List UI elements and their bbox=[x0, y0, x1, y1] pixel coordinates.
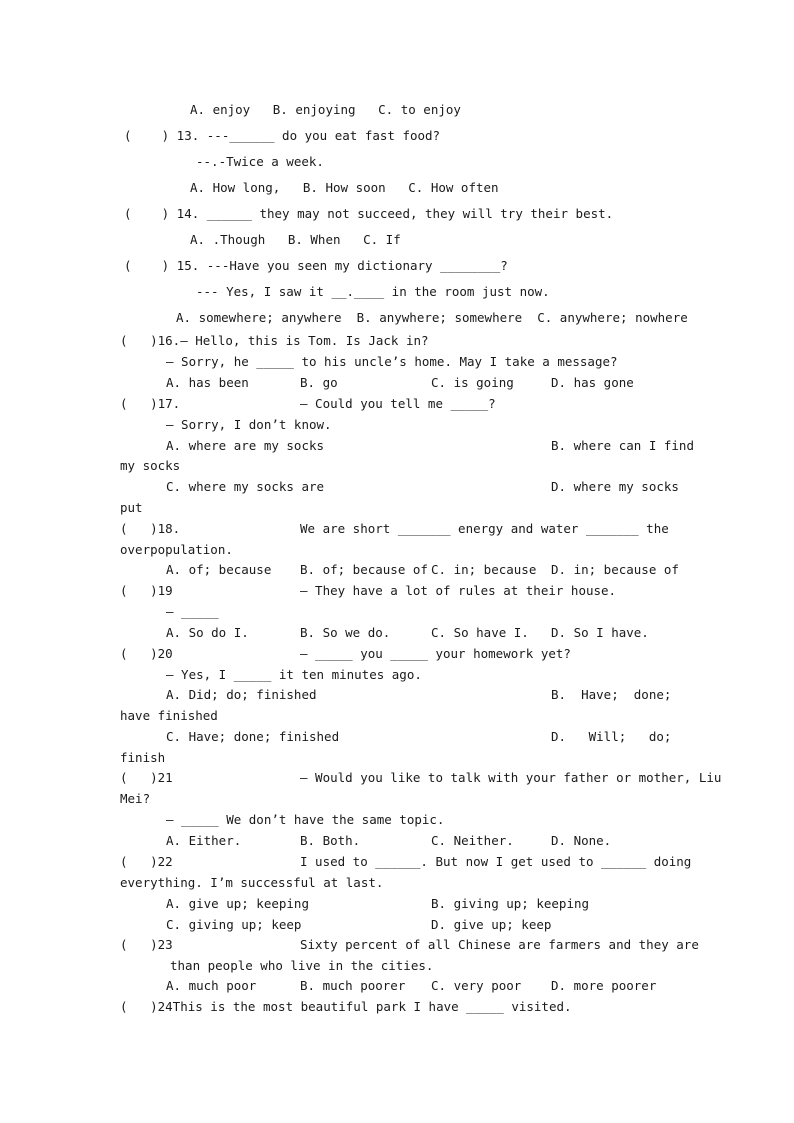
answer-option: A. of; because bbox=[166, 562, 272, 577]
text-line: — Sorry, I don’t know. bbox=[166, 417, 332, 432]
text-line: ( )24This is the most beautiful park I have _____ visited. bbox=[120, 999, 572, 1014]
text-line: We are short _______ energy and water _______ the bbox=[300, 521, 669, 536]
answer-option: A. has been bbox=[166, 375, 249, 390]
text-line: A. Did; do; finished bbox=[166, 687, 317, 702]
answer-option: C. in; because bbox=[431, 562, 537, 577]
text-line: C. Have; done; finished bbox=[166, 729, 340, 744]
text-line: Mei? bbox=[120, 791, 151, 806]
answer-option: B. of; because of bbox=[300, 562, 428, 577]
answer-option: B. Both. bbox=[300, 833, 361, 848]
text-line: ( ) 14. ______ they may not succeed, they will try their best. bbox=[124, 206, 614, 221]
text-line: D. Will; do; bbox=[551, 729, 672, 744]
text-line: — Could you tell me _____? bbox=[300, 396, 496, 411]
answer-option: D. has gone bbox=[551, 375, 634, 390]
text-line: --- Yes, I saw it __.____ in the room just now. bbox=[196, 284, 550, 299]
text-line: ( )20 bbox=[120, 646, 173, 661]
text-line: have finished bbox=[120, 708, 218, 723]
text-line: ( )22 bbox=[120, 854, 173, 869]
answer-option: B. So we do. bbox=[300, 625, 391, 640]
text-line: I used to ______. But now I get used to ______ doing bbox=[300, 854, 692, 869]
answer-option: C. So have I. bbox=[431, 625, 529, 640]
text-line: — Would you like to talk with your father or mother, Liu bbox=[300, 770, 722, 785]
text-line: ( )16.— Hello, this is Tom. Is Jack in? bbox=[120, 333, 429, 348]
text-line: C. where my socks are bbox=[166, 479, 325, 494]
text-line: put bbox=[120, 500, 143, 515]
answer-option: D. more poorer bbox=[551, 978, 657, 993]
answer-option: C. is going bbox=[431, 375, 514, 390]
text-line: --.-Twice a week. bbox=[196, 154, 324, 169]
text-line: — They have a lot of rules at their house. bbox=[300, 583, 617, 598]
answer-option: C. giving up; keep bbox=[166, 917, 302, 932]
text-line: everything. I’m successful at last. bbox=[120, 875, 384, 890]
text-line: A. somewhere; anywhere B. anywhere; somewhere C. anywhere; nowhere bbox=[176, 310, 688, 325]
text-line: A. .Though B. When C. If bbox=[190, 232, 401, 247]
text-line: ( )18. bbox=[120, 521, 181, 536]
answer-option: C. very poor bbox=[431, 978, 522, 993]
answer-option: D. give up; keep bbox=[431, 917, 552, 932]
text-line: — _____ bbox=[166, 604, 219, 619]
answer-option: D. So I have. bbox=[551, 625, 649, 640]
text-line: ( )19 bbox=[120, 583, 173, 598]
text-line: A. How long, B. How soon C. How often bbox=[190, 180, 499, 195]
answer-option: B. go bbox=[300, 375, 338, 390]
text-line: A. enjoy B. enjoying C. to enjoy bbox=[190, 102, 461, 117]
text-line: than people who live in the cities. bbox=[170, 958, 434, 973]
text-line: ( )21 bbox=[120, 770, 173, 785]
text-line: — _____ We don’t have the same topic. bbox=[166, 812, 445, 827]
text-line: overpopulation. bbox=[120, 542, 233, 557]
answer-option: D. None. bbox=[551, 833, 612, 848]
text-line: my socks bbox=[120, 458, 181, 473]
answer-option: B. giving up; keeping bbox=[431, 896, 590, 911]
answer-option: A. much poor bbox=[166, 978, 257, 993]
answer-option: D. in; because of bbox=[551, 562, 679, 577]
text-line: — _____ you _____ your homework yet? bbox=[300, 646, 571, 661]
answer-option: A. So do I. bbox=[166, 625, 249, 640]
text-line: ( ) 15. ---Have you seen my dictionary ________? bbox=[124, 258, 508, 273]
text-line: B. where can I find bbox=[551, 438, 694, 453]
text-line: ( )23 bbox=[120, 937, 173, 952]
text-line: D. where my socks bbox=[551, 479, 679, 494]
text-line: ( )17. bbox=[120, 396, 181, 411]
answer-option: A. give up; keeping bbox=[166, 896, 309, 911]
text-line: — Yes, I _____ it ten minutes ago. bbox=[166, 667, 422, 682]
answer-option: B. much poorer bbox=[300, 978, 406, 993]
text-line: — Sorry, he _____ to his uncle’s home. May I take a message? bbox=[166, 354, 618, 369]
answer-option: A. Either. bbox=[166, 833, 242, 848]
text-line: finish bbox=[120, 750, 166, 765]
text-line: B. Have; done; bbox=[551, 687, 672, 702]
text-line: A. where are my socks bbox=[166, 438, 325, 453]
text-line: ( ) 13. ---______ do you eat fast food? bbox=[124, 128, 441, 143]
answer-option: C. Neither. bbox=[431, 833, 514, 848]
text-line: Sixty percent of all Chinese are farmers and they are bbox=[300, 937, 699, 952]
